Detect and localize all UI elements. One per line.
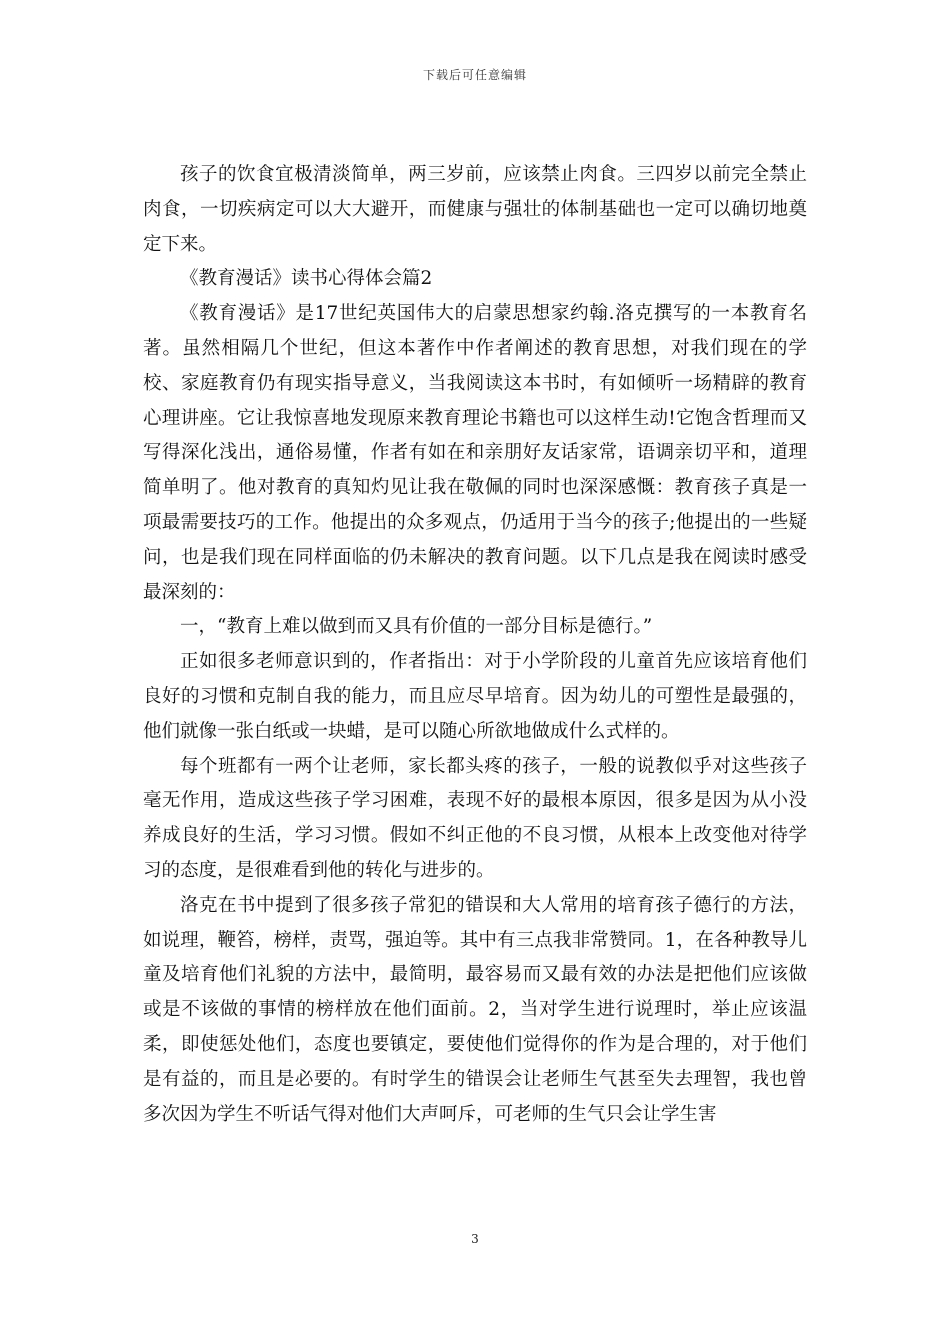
paragraph-diet: 孩子的饮食宜极清淡简单，两三岁前，应该禁止肉食。三四岁以前完全禁止肉食，一切疾病定可以大大避开，而健康与强壮的体制基础也一定可以确切地奠定下来。 [143, 164, 807, 255]
paragraph-methods: 洛克在书中提到了很多孩子常犯的错误和大人常用的培育孩子德行的方法，如说理，鞭笞，榜样，责骂，强迫等。其中有三点我非常赞同。1，在各种教导儿童及培育他们礼貌的方法中，最简明，最容易而又最有效的办法是把他们应该做或是不该做的事情的榜样放在他们面前。2，当对学生进行说理时，举止应该温柔，即使惩处他们，态度也要镇定，要使他们觉得你的作为是合理的，对于他们是有益的，而且是必要的。有时学生的错误会让老师生气甚至失去理智，我也曾多次因为学生不听话气得对他们大声呵斥，可老师的生气只会让学生害 [143, 894, 807, 1125]
section-heading: 《教育漫话》读书心得体会篇2 [180, 268, 433, 290]
paragraph-intro: 《教育漫话》是17世纪英国伟大的启蒙思想家约翰.洛克撰写的一本教育名著。虽然相隔几个世纪，但这本著作中作者阐述的教育思想，对我们现在的学校、家庭教育仍有现实指导意义，当我阅读这本书时，有如倾听一场精辟的教育心理讲座。它让我惊喜地发现原来教育理论书籍也可以这样生动!它饱含哲理而又写得深化浅出，通俗易懂，作者有如在和亲朋好友话家常，语调亲切平和，道理简单明了。他对教育的真知灼见让我在敬佩的同时也深深感慨：教育孩子真是一项最需要技巧的工作。他提出的众多观点，仍适用于当今的孩子;他提出的一些疑问，也是我们现在同样面临的仍未解决的教育问题。以下几点是我在阅读时感受最深刻的： [143, 303, 807, 603]
page-number: 3 [471, 1232, 479, 1246]
paragraph-habits: 正如很多老师意识到的，作者指出：对于小学阶段的儿童首先应该培育他们良好的习惯和克制自我的能力，而且应尽早培育。因为幼儿的可塑性是最强的，他们就像一张白纸或一块蜡，是可以随心所欲地做成什么式样的。 [143, 651, 807, 742]
paragraph-difficult-children: 每个班都有一两个让老师，家长都头疼的孩子，一般的说教似乎对这些孩子毫无作用，造成这些孩子学习困难，表现不好的最根本原因，很多是因为从小没养成良好的生活，学习习惯。假如不纠正他的不良习惯，从根本上改变他对待学习的态度，是很难看到他的转化与进步的。 [143, 755, 807, 881]
page-header: 下载后可任意编辑 [422, 68, 527, 82]
point-one-heading: 一，“教育上难以做到而又具有价值的一部分目标是德行。” [180, 616, 653, 638]
document-body [143, 158, 807, 1132]
